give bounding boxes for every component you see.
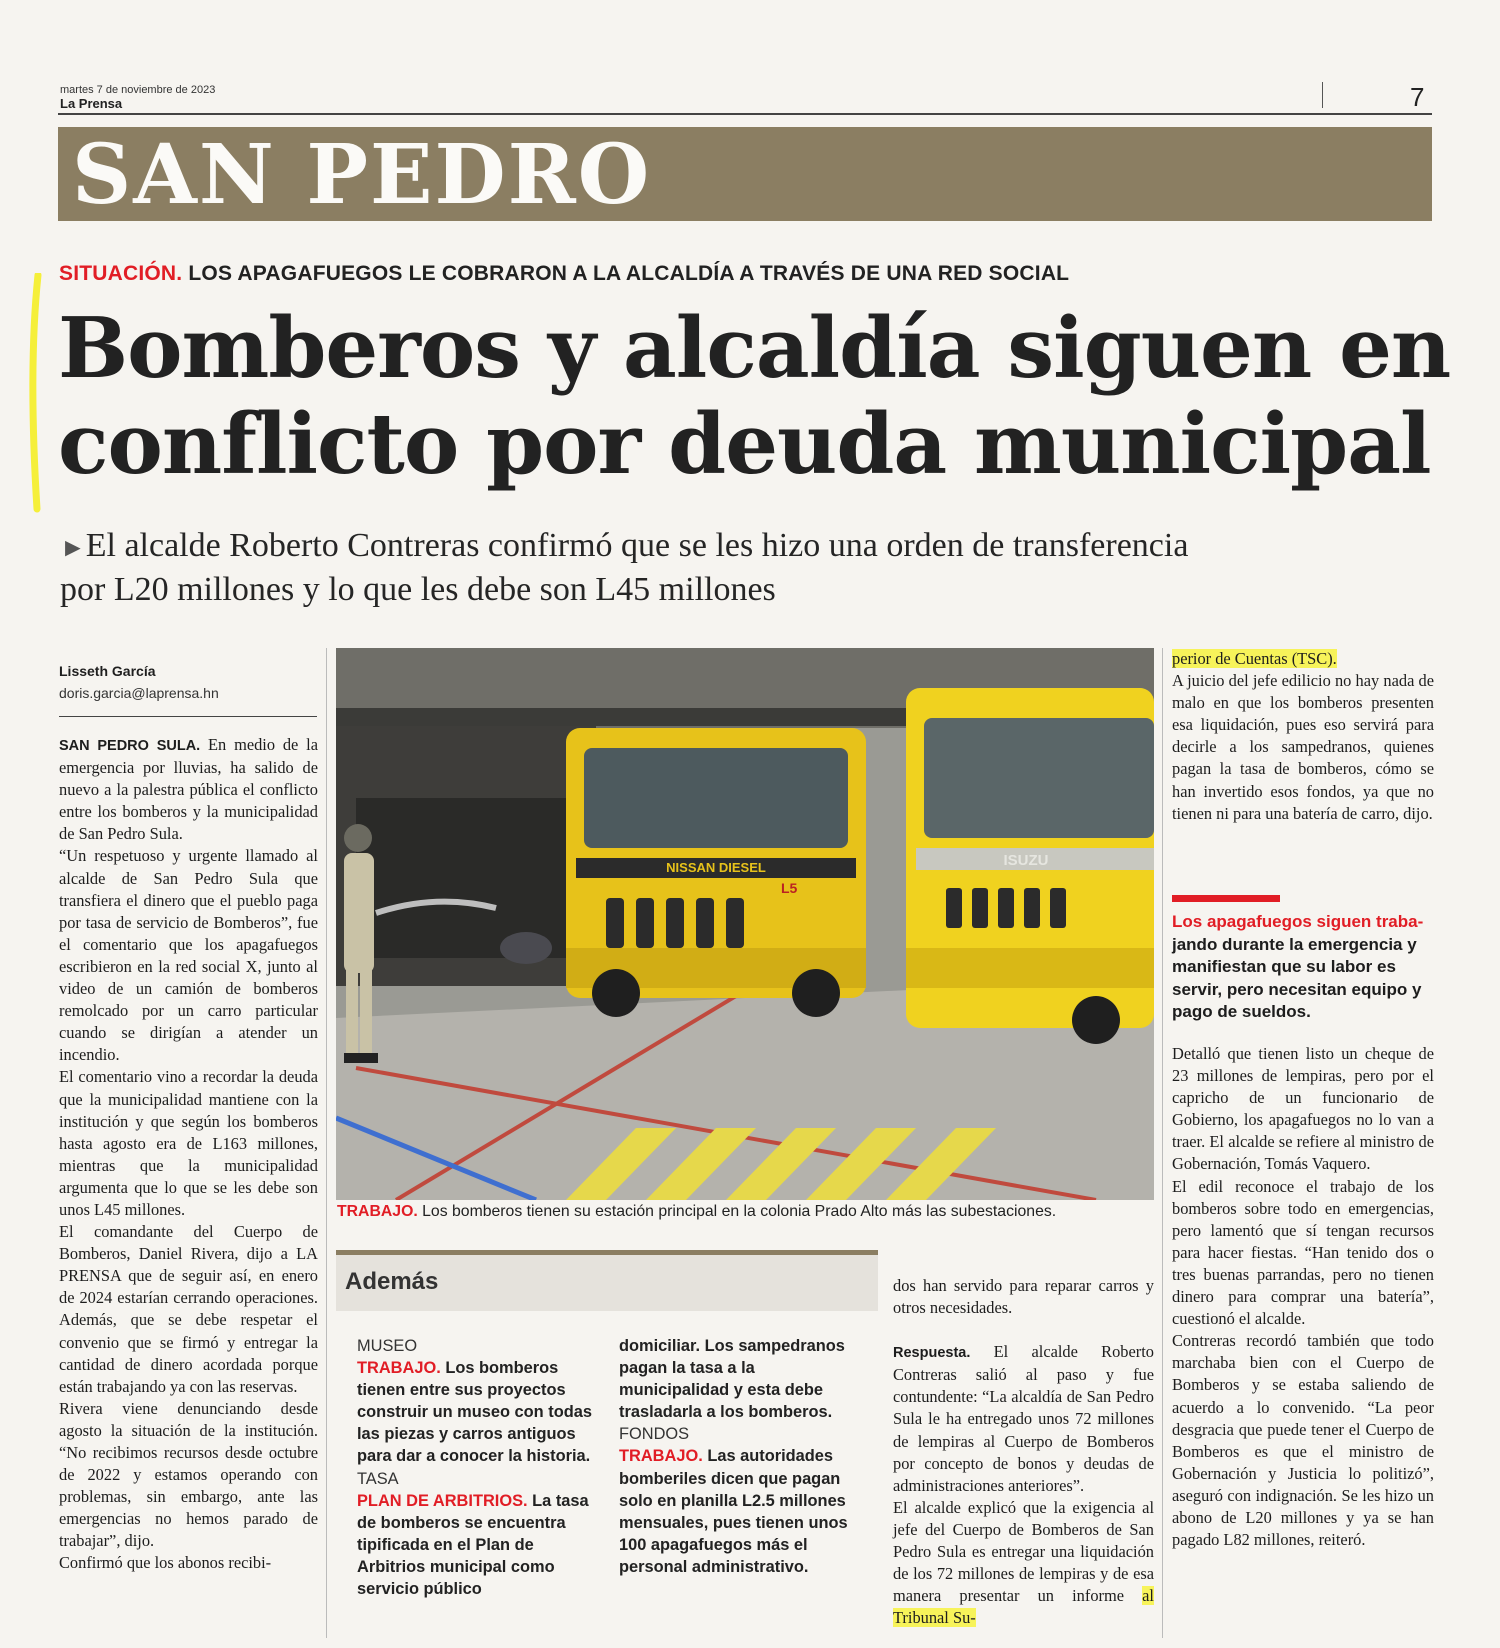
ademas-topic: MUSEO <box>357 1337 418 1355</box>
article-column-4 <box>1172 648 1434 825</box>
ademas-text: Las autoridades bomberiles dicen que pagan solo en planilla L2.5 millones mensuales, pues tienen unos 100 apagafuegos más el personal administrativo. <box>619 1447 848 1576</box>
photo-caption <box>337 1203 1056 1221</box>
byline-email[interactable]: doris.garcia@laprensa.hn <box>59 685 219 701</box>
paragraph: En medio de la emergencia por lluvias, ha salido de nuevo a la palestra pública el conflicto entre los bomberos y la municipalidad de San Pedro Sula. <box>59 735 318 844</box>
paragraph: El comentario vino a recordar la deuda que la municipalidad mantiene con la institución y que según los bomberos hasta agosto era de L163 millones, mientras que la municipalidad argumenta que lo que se les debe son unos L45 millones. <box>59 1067 318 1219</box>
headline-line-2: conflicto por deuda municipal <box>58 395 1431 493</box>
ademas-heading: PLAN DE ARBITRIOS. <box>357 1491 528 1510</box>
header-rule <box>58 113 1432 115</box>
headline-line-1: Bomberos y alcaldía siguen en <box>58 299 1451 397</box>
deck <box>60 525 1460 611</box>
pull-quote <box>1172 911 1434 1024</box>
deck-line-2: por L20 millones y lo que les debe son L45 millones <box>60 571 776 608</box>
kicker-label: SITUACIÓN. <box>59 262 183 285</box>
highlighted-text: al Tribunal Su- <box>893 1586 1154 1628</box>
caption-text: Los bomberos tienen su estación principal en la colonia Prado Alto más las subestaciones. <box>417 1203 1057 1220</box>
kicker <box>59 262 1069 286</box>
fire-truck-1 <box>566 728 866 1017</box>
ademas-text: domiciliar. Los sampedranos pagan la tasa a la municipalidad y esta debe trasladarla a los bomberos. <box>619 1337 845 1422</box>
paragraph: A juicio del jefe edilicio no hay nada de malo en que los bomberos presenten esa liquidación, pues eso servirá para decirle a los sampedranos, quienes pagan la tasa de bomberos, cómo se han invertido esos fondos, ya que no tienen ni para una batería de carro, dijo. <box>1172 671 1434 823</box>
subhead-respuesta: Respuesta. <box>893 1345 971 1362</box>
paragraph: El alcalde Roberto Contreras salió al paso y fue contundente: “La alcaldía de San Pedro Sula le ha entregado unos 72 millones de lempiras al Cuerpo de Bomberos por concepto de bonos y deudas de administraciones anteriores”. <box>893 1342 1154 1495</box>
paragraph: “Un respetuoso y urgente llamado al alcalde de San Pedro Sula que transfiera el dinero que el pueblo paga por tasa de servicio de Bomberos”, fue el comentario que los apagafuegos escribieron en la red social X, junto al video de un camión de bomberos remolcado por un carro particular cuando se dirigían a atender un incendio. <box>59 846 318 1065</box>
fire-truck-2 <box>906 688 1154 1044</box>
truck-unit-label: L5 <box>781 880 798 896</box>
column-divider <box>326 648 327 1638</box>
highlighted-text: perior de Cuentas (TSC). <box>1172 649 1337 668</box>
triangle-bullet-icon: ► <box>60 533 86 562</box>
header-separator <box>1322 82 1323 108</box>
pull-quote-lead: Los apagafuegos siguen traba- <box>1172 912 1424 931</box>
ademas-column-1 <box>357 1335 602 1600</box>
pull-quote-text: jando durante la emergencia y manifiestan que su labor es servir, pero necesitan equipo y pago de sueldos. <box>1172 934 1422 1021</box>
article-column-4-continued <box>1172 1043 1434 1551</box>
dateline: SAN PEDRO SULA. <box>59 738 201 754</box>
headline <box>58 300 1458 492</box>
ademas-heading: TRABAJO. <box>619 1447 703 1466</box>
paragraph: Rivera viene denunciando desde agosto la situación de la institución. “No recibimos recursos desde octubre de 2022 y estamos operando con problemas, sin embargo, ante las emergencias no hemos parado de trabajar”, dijo. <box>59 1398 318 1551</box>
deck-line-1: El alcalde Roberto Contreras confirmó que se les hizo una orden de transferencia <box>85 527 1189 564</box>
ademas-column-2 <box>619 1335 864 1578</box>
section-title: SAN PEDRO <box>72 127 652 223</box>
article-column-1 <box>59 734 318 1575</box>
truck-1-label: NISSAN DIESEL <box>666 860 766 875</box>
ademas-text: Los bomberos tienen entre sus proyectos construir un museo con todas las piezas y carros antiguos para dar a conocer la historia. <box>357 1359 592 1466</box>
caption-label: TRABAJO. <box>337 1203 418 1220</box>
truck-2-label: ISUZU <box>1003 852 1049 869</box>
column-divider <box>1162 648 1163 1638</box>
ademas-topic: FONDOS <box>619 1425 690 1444</box>
paragraph: Detalló que tienen listo un cheque de 23 millones de lempiras, pero por el capricho de un funcionario de Gobierno, los apagafuegos no lo van a traer. El alcalde se refiere al ministro de Gobernación, Tomás Vaquero. <box>1172 1044 1434 1174</box>
pullquote-rule <box>1172 895 1280 902</box>
page-number: 7 <box>1410 82 1425 112</box>
article-column-3 <box>893 1275 1154 1629</box>
paragraph: dos han servido para reparar carros y otros necesidades. <box>893 1276 1154 1318</box>
byline-author: Lisseth García <box>59 663 156 679</box>
newspaper-name: La Prensa <box>60 96 123 111</box>
ademas-title: Además <box>345 1268 439 1295</box>
byline-rule <box>59 716 317 717</box>
ademas-topic: TASA <box>357 1469 399 1488</box>
paragraph: El comandante del Cuerpo de Bomberos, Daniel Rivera, dijo a LA PRENSA que de seguir así, en enero de 2024 estarían cerrando operaciones. Además, que se debe respetar el convenio que se firmó y entregar la cantidad de dinero acordada porque están trabajando ya con las reservas. <box>59 1222 318 1396</box>
paragraph: Contreras recordó también que todo marchaba bien con el Cuerpo de Bomberos y se estaba saliendo de acuerdo a lo convenido. “La peor desgracia que puede tener el Cuerpo de Bomberos es que el ministro de Gobernación y Justicia lo politizó”, aseguró con indignación. Se les hizo un abono de L20 millones y ya se han pagado L82 millones, reiteró. <box>1172 1331 1434 1550</box>
kicker-text: LOS APAGAFUEGOS LE COBRARON A LA ALCALDÍA A TRAVÉS DE UNA RED SOCIAL <box>188 262 1070 285</box>
ademas-text: La tasa de bomberos se encuentra tipificada en el Plan de Arbitrios municipal como servicio público <box>357 1491 589 1599</box>
paragraph: El edil reconoce el trabajo de los bomberos sobre todo en emergencias, pero lamentó que sí tengan recursos para hacer fiestas. “Han tenido dos o tres buenas parrandas, pero no tienen dinero para comprar una batería”, cuestionó el alcalde. <box>1172 1176 1434 1329</box>
highlighter-mark <box>28 273 46 513</box>
paragraph: El alcalde explicó que la exigencia al jefe del Cuerpo de Bomberos de San Pedro Sula es entregar una liquidación de los 72 millones de lempiras y de esa manera presentar un informe <box>893 1497 1154 1606</box>
article-photo <box>336 648 1154 1200</box>
ademas-heading: TRABAJO. <box>357 1359 441 1378</box>
paragraph: Confirmó que los abonos recibi- <box>59 1553 272 1573</box>
publication-date: martes 7 de noviembre de 2023 <box>60 84 216 96</box>
